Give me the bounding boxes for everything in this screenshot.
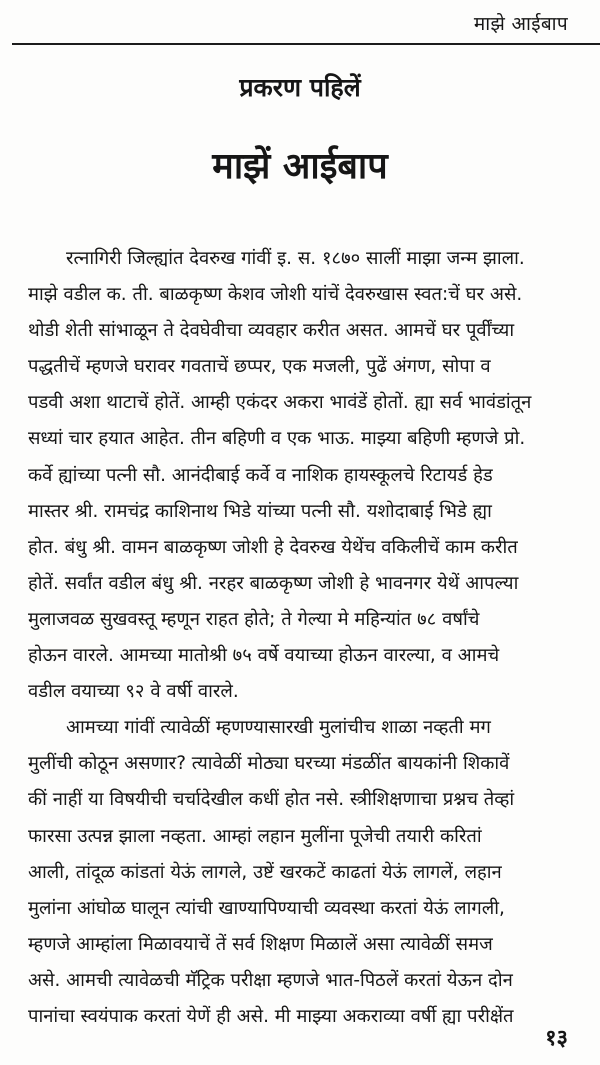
text-line: मुलांना आंघोळ घालून त्यांची खाण्यापिण्याची व्यवस्था करतां येऊं लागली, xyxy=(28,897,505,919)
text-line: म्हणजे आम्हांला मिळावयाचें तें सर्व शिक्षण मिळालें असा त्यावेळीं समज xyxy=(28,933,493,955)
chapter-title: माझें आईबाप xyxy=(212,146,388,187)
text-line: होऊन वारले. आमच्या मातोश्री ७५ वर्षे वयाच्या होऊन वारल्या, व आमचे xyxy=(28,645,500,667)
text-line: कर्वे ह्यांच्या पत्नी सौ. आनंदीबाई कर्वे व नाशिक हायस्कूलचे रिटायर्ड हेड xyxy=(28,464,493,486)
text-line: वडील वयाच्या ९२ वे वर्षी वारले. xyxy=(28,681,239,703)
body-text xyxy=(28,241,590,1035)
text-line: मास्तर श्री. रामचंद्र काशिनाथ भिडे यांच्या पत्नी सौ. यशोदाबाई भिडे ह्या xyxy=(28,500,492,522)
text-line: पद्धतीचें म्हणजे घरावर गवताचें छप्पर, एक मजली, पुढें अंगण, सोपा व xyxy=(28,356,491,378)
text-line: रत्नागिरी जिल्ह्यांत देवरुख गांवीं इ. स. १८७० सालीं माझा जन्म झाला. xyxy=(66,248,525,269)
text-line: थोडी शेती सांभाळून ते देवघेवीचा व्यवहार करीत असत. आमचें घर पूर्वींच्या xyxy=(28,320,515,342)
paragraph-2 xyxy=(28,710,590,1035)
header-rule xyxy=(12,43,600,45)
text-line: आली, तांदूळ कांडतां येऊं लागले, उष्टें खरकटें काढतां येऊं लागलें, लहान xyxy=(28,861,502,883)
text-line: आमच्या गांवीं त्यावेळीं म्हणण्यासारखी मुलांचीच शाळा नव्हती मग xyxy=(66,717,491,739)
text-line: होत. बंधु श्री. वामन बाळकृष्ण जोशी हे देवरुख येथेंच वकिलीचें काम करीत xyxy=(28,536,518,558)
text-line: सध्यां चार हयात आहेत. तीन बहिणी व एक भाऊ. माझ्या बहिणी म्हणजे प्रो. xyxy=(28,428,526,450)
text-line: कीं नाहीं या विषयीची चर्चादेखील कधीं होत नसे. स्त्रीशिक्षणाचा प्रश्नच तेव्हां xyxy=(28,789,515,811)
text-line: असे. आमची त्यावेळची मॅट्रिक परीक्षा म्हणजे भात-पिठलें करतां येऊन दोन xyxy=(28,969,513,991)
text-line: मुलाजवळ सुखवस्तू म्हणून राहत होते; ते गेल्या मे महिन्यांत ७८ वर्षांचे xyxy=(28,608,480,630)
text-line: फारसा उत्पन्न झाला नव्हता. आम्हां लहान मुलींना पूजेची तयारी करितां xyxy=(28,825,482,847)
paragraph-1 xyxy=(28,241,590,710)
text-line: पडवी अशा थाटाचें होतें. आम्ही एकंदर अकरा भावंडें होतों. ह्या सर्व भावंडांतून xyxy=(28,392,532,414)
text-line: होतें. सर्वांत वडील बंधु श्री. नरहर बाळकृष्ण जोशी हे भावनगर येथें आपल्या xyxy=(28,572,519,594)
text-line: मुलींची कोठून असणार? त्यावेळीं मोठ्या घरच्या मंडळींत बायकांनी शिकावें xyxy=(28,753,510,775)
text-line: पानांचा स्वयंपाक करतां येणें ही असे. मी माझ्या अकराव्या वर्षी ह्या परीक्षेंत xyxy=(28,1005,514,1027)
page-number: १३ xyxy=(545,1026,568,1051)
running-header: माझे आईबाप xyxy=(473,13,568,35)
chapter-label: प्रकरण पहिलें xyxy=(239,73,361,102)
text-line: माझे वडील क. ती. बाळकृष्ण केशव जोशी यांचें देवरुखास स्वत:चें घर असे. xyxy=(28,284,523,306)
